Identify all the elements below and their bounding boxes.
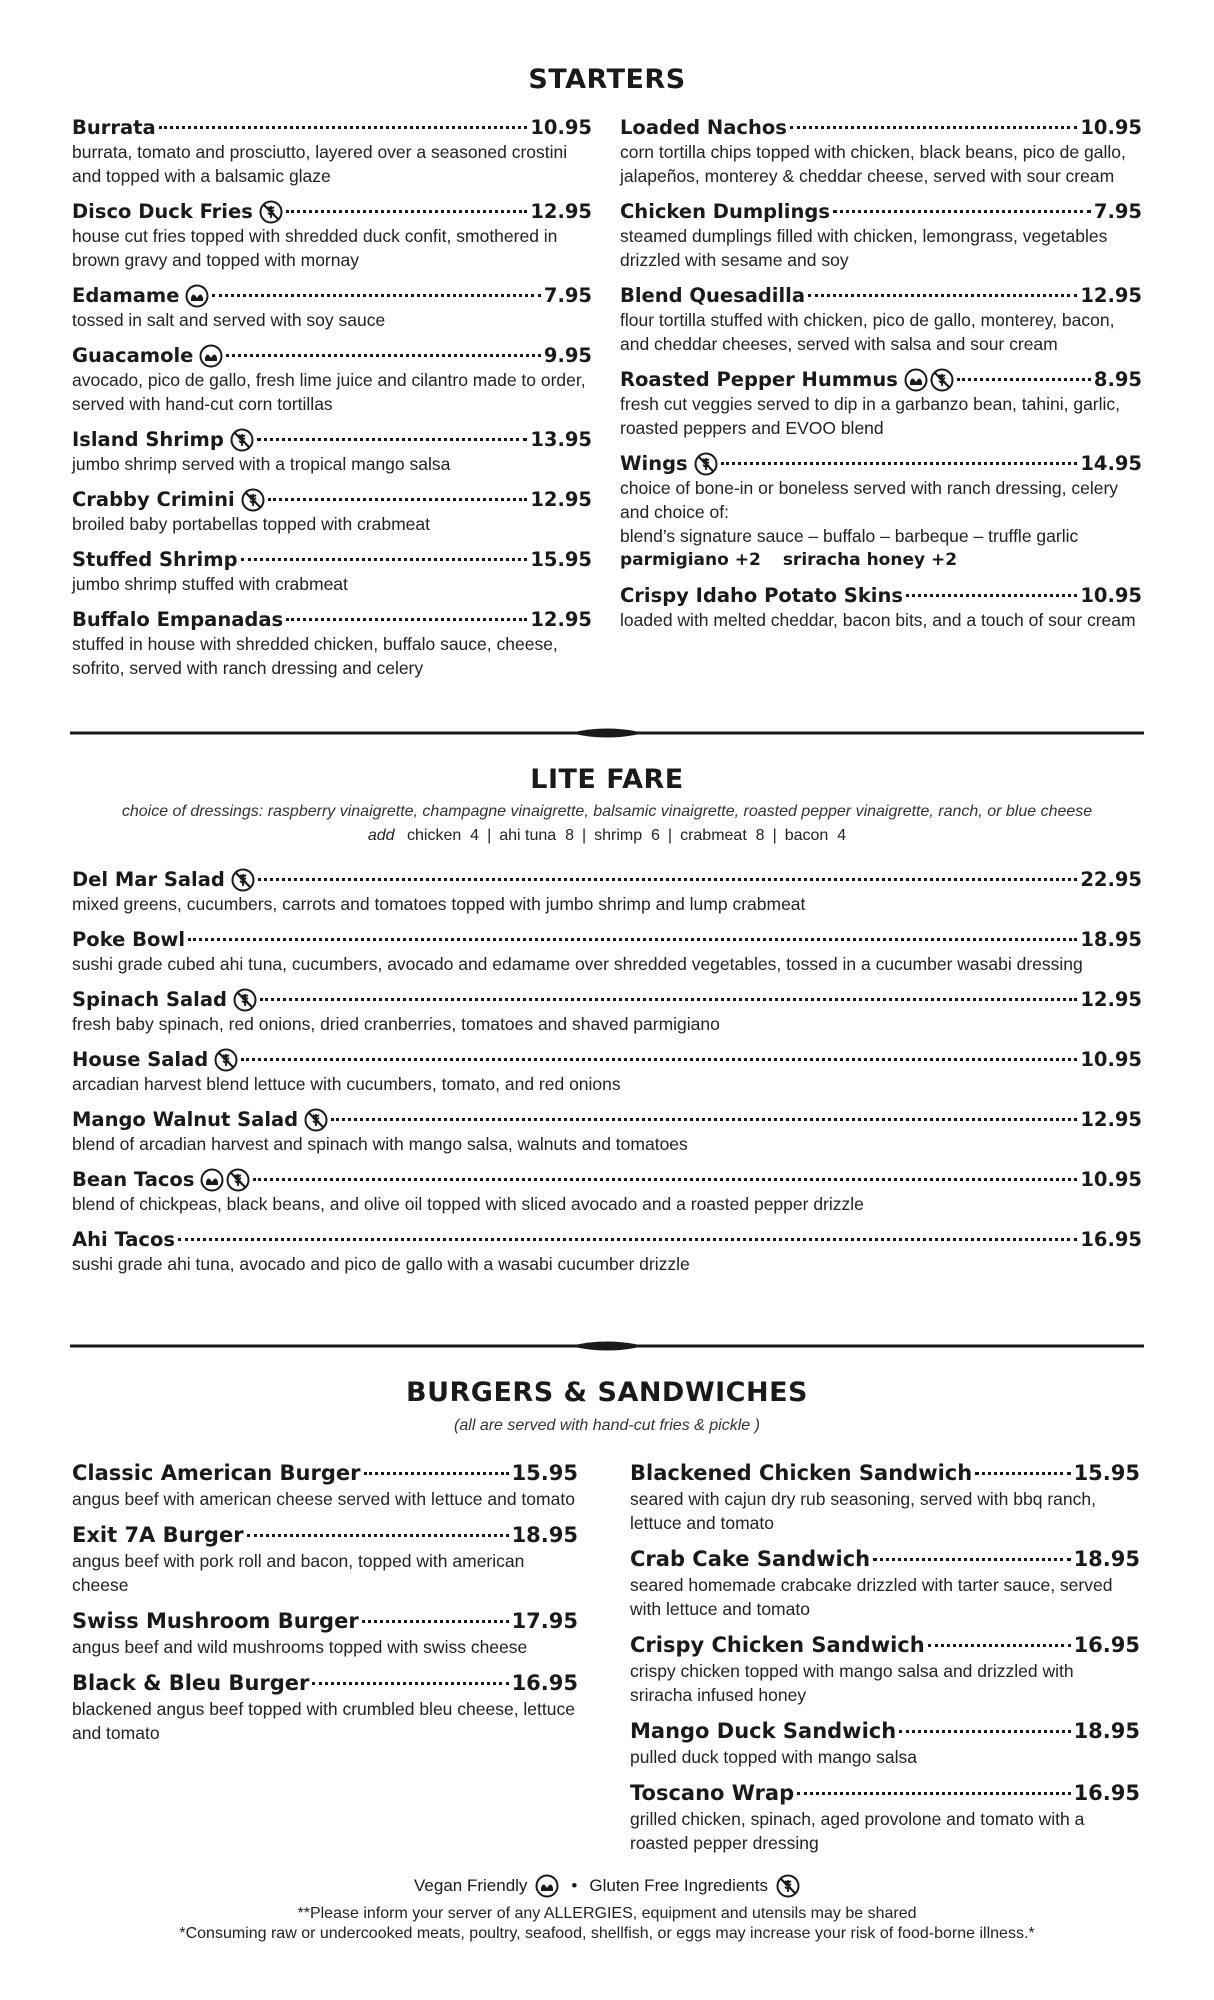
menu-item-header	[72, 487, 592, 512]
menu-item	[72, 547, 592, 596]
dot-leader	[258, 878, 1077, 881]
menu-item-header	[72, 547, 592, 572]
menu-item-price: 7.95	[1093, 200, 1142, 223]
menu-item	[72, 927, 1142, 976]
menu-item	[620, 199, 1142, 272]
menu-item	[72, 607, 592, 680]
menu-item-name: Buffalo Empanadas	[72, 608, 284, 631]
menu-item-price: 7.95	[543, 284, 592, 307]
menu-item-name: Crispy Idaho Potato Skins	[620, 584, 903, 607]
diet-icons	[231, 868, 255, 892]
menu-item-header	[620, 199, 1142, 224]
section-divider	[70, 1336, 1144, 1356]
diet-icons	[230, 428, 254, 452]
burgers-subtitle: (all are served with hand-cut fries & pickle )	[454, 1417, 760, 1434]
diet-icons	[241, 488, 265, 512]
menu-item-price: 12.95	[530, 608, 592, 631]
menu-item-description: jumbo shrimp served with a tropical mango salsa	[72, 454, 451, 474]
menu-item-description: blend of chickpeas, black beans, and olive oil topped with sliced avocado and a roasted pepper drizzle	[72, 1194, 864, 1214]
menu-item-description: burrata, tomato and prosciutto, layered over a seasoned crostini and topped with a balsamic glaze	[72, 142, 568, 186]
menu-item-header	[620, 367, 1142, 392]
menu-item-description: grilled chicken, spinach, aged provolone and tomato with a roasted pepper dressing	[630, 1809, 1085, 1853]
menu-item-price: 17.95	[511, 1609, 578, 1633]
menu-item-header	[620, 583, 1142, 608]
menu-item-price: 18.95	[511, 1523, 578, 1547]
diet-icons	[259, 200, 283, 224]
menu-item	[630, 1780, 1140, 1855]
menu-item-description: seared with cajun dry rub seasoning, served with bbq ranch, lettuce and tomato	[630, 1489, 1096, 1533]
menu-item-description: blackened angus beef topped with crumbled bleu cheese, lettuce and tomato	[72, 1699, 575, 1743]
menu-item	[620, 583, 1142, 632]
dot-leader	[833, 210, 1091, 213]
menu-item-name: Roasted Pepper Hummus	[620, 368, 898, 391]
menu-item-description: blend of arcadian harvest and spinach with mango salsa, walnuts and tomatoes	[72, 1134, 688, 1154]
menu-item-name: Crispy Chicken Sandwich	[630, 1633, 925, 1657]
menu-item	[72, 1608, 578, 1659]
menu-item-description: mixed greens, cucumbers, carrots and tomatoes topped with jumbo shrimp and lump crabmeat	[72, 894, 806, 914]
menu-item-name: Mango Walnut Salad	[72, 1108, 299, 1131]
menu-item-name: Spinach Salad	[72, 988, 227, 1011]
menu-item-description: corn tortilla chips topped with chicken, black beans, pico de gallo, jalapeños, monterey & cheddar cheese, served with sour cream	[620, 142, 1126, 186]
menu-item	[630, 1460, 1140, 1535]
wheat-crossed-circle-icon	[259, 200, 283, 224]
raw-food-warning: *Consuming raw or undercooked meats, poultry, seafood, shellfish, or eggs may increase your risk of food-borne illness.*	[179, 1925, 1035, 1942]
menu-item	[620, 283, 1142, 356]
dot-leader	[178, 1238, 1077, 1241]
menu-item-description: stuffed in house with shredded chicken, buffalo sauce, cheese, sofrito, served with ranch dressing and celery	[72, 634, 558, 678]
dot-leader	[241, 1058, 1077, 1061]
dot-leader	[159, 126, 528, 129]
menu-item-description: crispy chicken topped with mango salsa and drizzled with sriracha infused honey	[630, 1661, 1074, 1705]
diet-legend	[0, 1874, 1214, 1898]
menu-item-header	[630, 1632, 1140, 1659]
leaf-circle-icon	[185, 284, 209, 308]
dot-leader	[873, 1558, 1070, 1561]
dot-leader	[312, 1682, 508, 1685]
menu-item-header	[72, 1227, 1142, 1252]
menu-item-description: angus beef with american cheese served with lettuce and tomato	[72, 1489, 575, 1509]
menu-item-header	[72, 343, 592, 368]
menu-item-price: 12.95	[530, 488, 592, 511]
wheat-crossed-circle-icon	[304, 1108, 328, 1132]
menu-item	[620, 367, 1142, 440]
menu-item-price: 12.95	[1080, 988, 1142, 1011]
leaf-circle-icon	[535, 1874, 559, 1898]
menu-item-name: Crabby Crimini	[72, 488, 235, 511]
addon-option: shrimp 6	[594, 827, 660, 844]
menu-item-name: Blend Quesadilla	[620, 284, 806, 307]
wheat-crossed-circle-icon	[231, 868, 255, 892]
menu-item-name: Crab Cake Sandwich	[630, 1547, 871, 1571]
menu-item-header	[620, 283, 1142, 308]
menu-item-name: Burrata	[72, 116, 156, 139]
dot-leader	[257, 438, 527, 441]
dot-leader	[790, 126, 1077, 129]
menu-item-description: seared homemade crabcake drizzled with tarter sauce, served with lettuce and tomato	[630, 1575, 1113, 1619]
menu-item-description: avocado, pico de gallo, fresh lime juice and cilantro made to order, served with hand-cut corn tortillas	[72, 370, 586, 414]
diet-icons	[185, 284, 209, 308]
menu-item-name: Mango Duck Sandwich	[630, 1719, 897, 1743]
menu-item	[630, 1546, 1140, 1621]
menu-item-header	[72, 115, 592, 140]
leaf-circle-icon	[199, 344, 223, 368]
wheat-crossed-circle-icon	[241, 488, 265, 512]
menu-item-header	[72, 987, 1142, 1012]
menu-item-price: 15.95	[511, 1461, 578, 1485]
dot-leader	[212, 294, 540, 297]
addon-option: ahi tuna 8	[499, 827, 574, 844]
dot-leader	[928, 1644, 1071, 1647]
addon-separator: |	[772, 827, 777, 844]
menu-item	[620, 451, 1142, 572]
menu-item-price: 15.95	[1073, 1461, 1140, 1485]
dot-leader	[364, 1472, 509, 1475]
diet-icons	[904, 368, 954, 392]
add-label: add	[367, 827, 395, 844]
menu-item-header	[72, 199, 592, 224]
menu-item-price: 10.95	[1080, 1168, 1142, 1191]
menu-item-header	[72, 427, 592, 452]
menu-item	[72, 115, 592, 188]
menu-item-description: steamed dumplings filled with chicken, lemongrass, vegetables drizzled with sesame and soy	[620, 226, 1108, 270]
dressings-note: choice of dressings: raspberry vinaigrette, champagne vinaigrette, balsamic vinaigrette, roasted pepper vinaigrette, ranch, or blue cheese	[121, 803, 1093, 820]
dot-leader	[226, 354, 540, 357]
menu-item-header	[72, 927, 1142, 952]
menu-item-name: Ahi Tacos	[72, 1228, 175, 1251]
menu-item-header	[72, 1047, 1142, 1072]
menu-item-price: 16.95	[1080, 1228, 1142, 1251]
menu-item-header	[630, 1718, 1140, 1745]
menu-item	[72, 343, 592, 416]
menu-item	[72, 1047, 1142, 1096]
menu-item-price: 12.95	[1080, 1108, 1142, 1131]
dot-leader	[797, 1792, 1070, 1795]
menu-item-name: Swiss Mushroom Burger	[72, 1609, 359, 1633]
extra-option: parmigiano +2	[620, 550, 761, 570]
dot-leader	[362, 1620, 509, 1623]
burgers-title: BURGERS & SANDWICHES	[406, 1377, 808, 1408]
menu-item-description: choice of bone-in or boneless served with ranch dressing, celery and choice of:	[620, 478, 1119, 522]
wheat-crossed-circle-icon	[776, 1874, 800, 1898]
addon-option: crabmeat 8	[680, 827, 765, 844]
menu-item-extras	[620, 548, 1142, 572]
dot-leader	[260, 998, 1077, 1001]
menu-item-name: Poke Bowl	[72, 928, 186, 951]
menu-item	[72, 427, 592, 476]
menu-item	[72, 1227, 1142, 1276]
menu-item	[72, 1522, 578, 1597]
menu-item-header	[72, 1670, 578, 1697]
menu-item-description: broiled baby portabellas topped with crabmeat	[72, 514, 430, 534]
menu-item-description: house cut fries topped with shredded duck confit, smothered in brown gravy and topped with mornay	[72, 226, 558, 270]
menu-item-header	[72, 1608, 578, 1635]
dot-leader	[286, 210, 527, 213]
menu-item-header	[620, 451, 1142, 476]
diet-icons	[233, 988, 257, 1012]
menu-item-name: Disco Duck Fries	[72, 200, 253, 223]
menu-item-description: fresh cut veggies served to dip in a garbanzo bean, tahini, garlic, roasted peppers and EVOO blend	[620, 394, 1121, 438]
menu-item-header	[72, 283, 592, 308]
menu-item-header	[72, 867, 1142, 892]
menu-item-description: jumbo shrimp stuffed with crabmeat	[72, 574, 348, 594]
menu-item-description: angus beef with pork roll and bacon, topped with american cheese	[72, 1551, 525, 1595]
legend-bullet: •	[571, 1876, 578, 1895]
menu-item-price: 10.95	[1080, 116, 1142, 139]
dot-leader	[808, 294, 1077, 297]
menu-item	[72, 987, 1142, 1036]
allergy-note: **Please inform your server of any ALLERGIES, equipment and utensils may be shared	[297, 1905, 917, 1922]
menu-item	[630, 1718, 1140, 1769]
menu-item-description: fresh baby spinach, red onions, dried cranberries, tomatoes and shaved parmigiano	[72, 1014, 720, 1034]
menu-item-name: Island Shrimp	[72, 428, 224, 451]
menu-item	[630, 1632, 1140, 1707]
menu-item-price: 16.95	[511, 1671, 578, 1695]
menu-item-description: arcadian harvest blend lettuce with cucumbers, tomato, and red onions	[72, 1074, 621, 1094]
menu-item-price: 18.95	[1073, 1547, 1140, 1571]
wheat-crossed-circle-icon	[226, 1168, 250, 1192]
vegan-legend-label: Vegan Friendly	[414, 1876, 528, 1895]
menu-item-header	[72, 1107, 1142, 1132]
menu-item-header	[72, 1460, 578, 1487]
wheat-crossed-circle-icon	[230, 428, 254, 452]
menu-item-description: tossed in salt and served with soy sauce	[72, 310, 386, 330]
leaf-circle-icon	[904, 368, 928, 392]
wheat-crossed-circle-icon	[694, 452, 718, 476]
diet-icons	[199, 344, 223, 368]
menu-item	[72, 867, 1142, 916]
dot-leader	[899, 1730, 1070, 1733]
addons-line	[0, 827, 1214, 845]
menu-item	[72, 1670, 578, 1745]
starters-right-column	[620, 115, 1142, 643]
addon-option: chicken 4	[407, 827, 480, 844]
menu-item-price: 10.95	[1080, 584, 1142, 607]
menu-item-name: House Salad	[72, 1048, 209, 1071]
menu-item-name: Stuffed Shrimp	[72, 548, 238, 571]
menu-item-description: loaded with melted cheddar, bacon bits, and a touch of sour cream	[620, 610, 1136, 630]
dot-leader	[241, 558, 528, 561]
menu-item-name: Blackened Chicken Sandwich	[630, 1461, 973, 1485]
menu-item-header	[630, 1546, 1140, 1573]
addon-separator: |	[667, 827, 673, 844]
menu-item-name: Loaded Nachos	[620, 116, 787, 139]
dot-leader	[286, 618, 527, 621]
menu-item-header	[620, 115, 1142, 140]
menu-item	[72, 1167, 1142, 1216]
menu-item-price: 9.95	[543, 344, 592, 367]
addon-option: bacon 4	[784, 827, 847, 844]
dot-leader	[975, 1472, 1070, 1475]
diet-icons	[304, 1108, 328, 1132]
menu-item-price: 8.95	[1093, 368, 1142, 391]
wheat-crossed-circle-icon	[214, 1048, 238, 1072]
menu-item-price: 10.95	[1080, 1048, 1142, 1071]
menu-item-name: Chicken Dumplings	[620, 200, 830, 223]
menu-item-header	[72, 1522, 578, 1549]
burgers-left-column	[72, 1460, 578, 1756]
menu-item-name: Edamame	[72, 284, 180, 307]
menu-item	[72, 1107, 1142, 1156]
starters-title: STARTERS	[528, 64, 686, 95]
menu-item-header	[72, 1167, 1142, 1192]
wheat-crossed-circle-icon	[930, 368, 954, 392]
menu-item-description: flour tortilla stuffed with chicken, pico de gallo, monterey, bacon, and cheddar cheeses, served with salsa and sour cream	[620, 310, 1115, 354]
wheat-crossed-circle-icon	[233, 988, 257, 1012]
diet-icons	[694, 452, 718, 476]
menu-item-name: Del Mar Salad	[72, 868, 225, 891]
menu-item-price: 10.95	[530, 116, 592, 139]
dot-leader	[957, 378, 1091, 381]
addon-separator: |	[581, 827, 587, 844]
menu-item-price: 22.95	[1080, 868, 1142, 891]
menu-item	[72, 487, 592, 536]
starters-left-column	[72, 115, 592, 691]
dot-leader	[331, 1118, 1077, 1121]
extra-option: sriracha honey +2	[782, 550, 958, 570]
dot-leader	[253, 1178, 1077, 1181]
gluten-free-legend-label: Gluten Free Ingredients	[589, 1876, 768, 1895]
menu-item-name: Wings	[620, 452, 688, 475]
menu-item-price: 13.95	[530, 428, 592, 451]
menu-item-name: Guacamole	[72, 344, 194, 367]
menu-item-name: Bean Tacos	[72, 1168, 195, 1191]
menu-item-price: 16.95	[1073, 1633, 1140, 1657]
menu-item-price: 15.95	[530, 548, 592, 571]
burgers-right-column	[630, 1460, 1140, 1866]
addon-separator: |	[487, 827, 492, 844]
menu-item-price: 18.95	[1073, 1719, 1140, 1743]
lite-fare-title: LITE FARE	[530, 764, 684, 795]
dot-leader	[906, 594, 1077, 597]
menu-item-sauce-options: blend’s signature sauce – buffalo – barbeque – truffle garlic	[620, 526, 1079, 546]
diet-icons	[200, 1168, 250, 1192]
menu-item-price: 14.95	[1080, 452, 1142, 475]
lite-fare-items	[72, 867, 1142, 1287]
menu-item-name: Classic American Burger	[72, 1461, 361, 1485]
menu-item	[72, 1460, 578, 1511]
menu-item-header	[630, 1780, 1140, 1807]
dot-leader	[721, 462, 1078, 465]
dot-leader	[268, 498, 528, 501]
menu-item	[620, 115, 1142, 188]
menu-item	[72, 199, 592, 272]
menu-item-price: 12.95	[1080, 284, 1142, 307]
section-divider	[70, 723, 1144, 743]
menu-item-name: Exit 7A Burger	[72, 1523, 244, 1547]
menu-item-header	[72, 607, 592, 632]
menu-item-price: 12.95	[530, 200, 592, 223]
menu-item-name: Toscano Wrap	[630, 1781, 795, 1805]
dot-leader	[247, 1534, 509, 1537]
menu-item-description: sushi grade ahi tuna, avocado and pico de gallo with a wasabi cucumber drizzle	[72, 1254, 690, 1274]
menu-item-price: 18.95	[1080, 928, 1142, 951]
diet-icons	[214, 1048, 238, 1072]
menu-item-description: angus beef and wild mushrooms topped with swiss cheese	[72, 1637, 528, 1657]
menu-item-name: Black & Bleu Burger	[72, 1671, 310, 1695]
menu-item	[72, 283, 592, 332]
menu-item-price: 16.95	[1073, 1781, 1140, 1805]
menu-item-description: sushi grade cubed ahi tuna, cucumbers, avocado and edamame over shredded vegetables, tossed in a cucumber wasabi dressing	[72, 954, 1083, 974]
menu-item-header	[630, 1460, 1140, 1487]
leaf-circle-icon	[200, 1168, 224, 1192]
menu-item-description: pulled duck topped with mango salsa	[630, 1747, 917, 1767]
dot-leader	[188, 938, 1077, 941]
